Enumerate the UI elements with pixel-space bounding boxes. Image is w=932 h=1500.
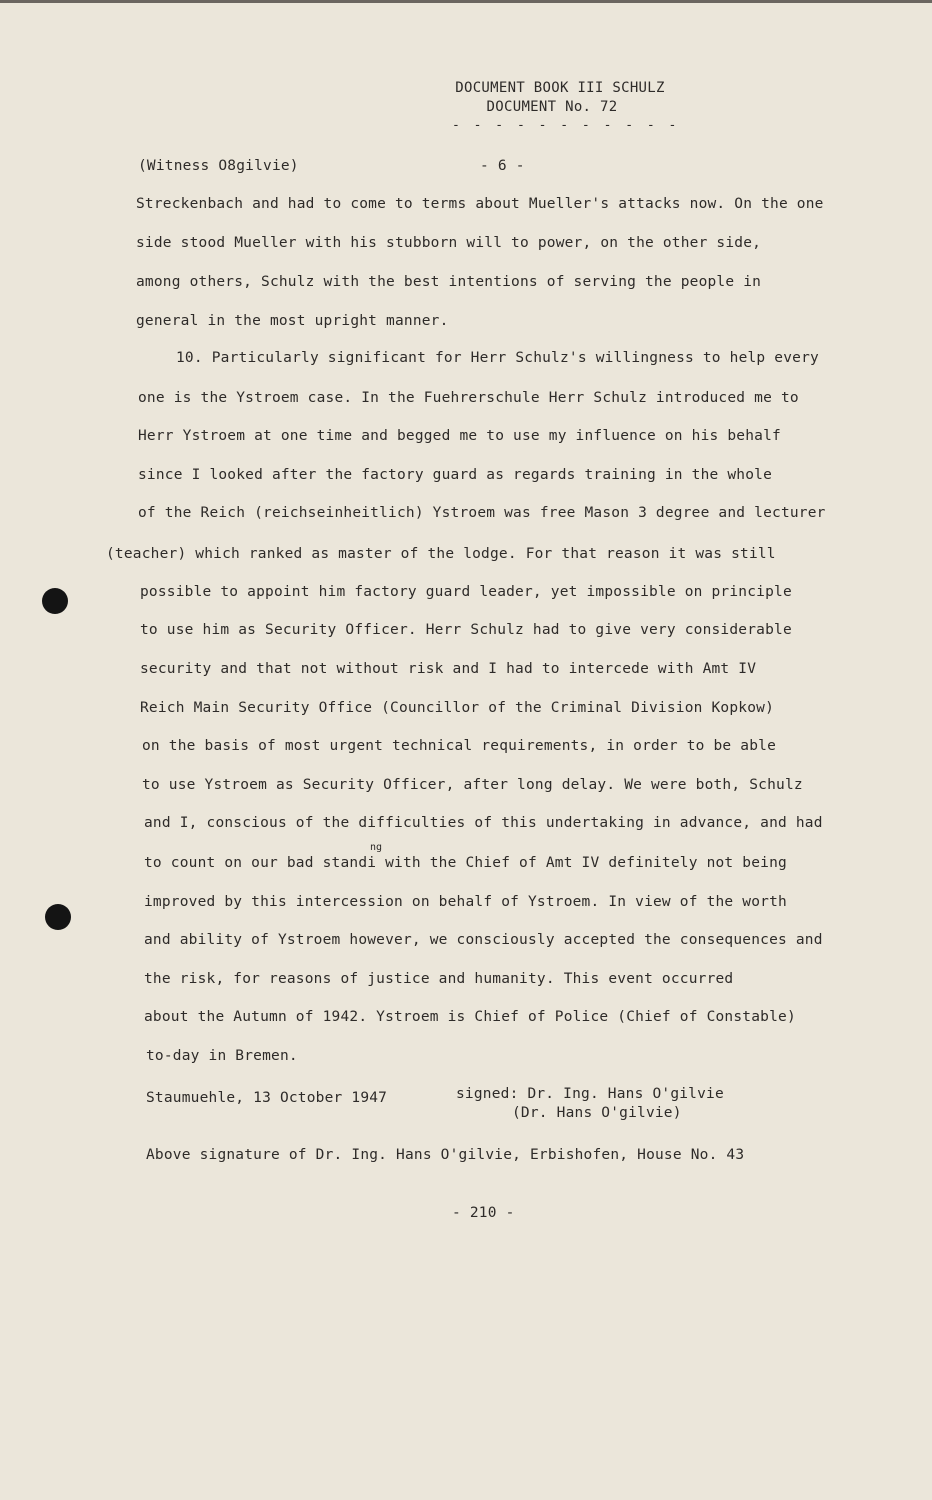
body-line: to use him as Security Officer. Herr Schulz had to give very considerable <box>140 622 792 638</box>
body-line: Streckenbach and had to come to terms about Mueller's attacks now. On the one <box>136 196 824 212</box>
body-line: possible to appoint him factory guard leader, yet impossible on principle <box>140 584 792 600</box>
document-number: DOCUMENT No. 72 <box>486 99 618 115</box>
body-line: on the basis of most urgent technical requirements, in order to be able <box>142 738 777 754</box>
page-number: - 210 - <box>452 1205 515 1221</box>
document-book-header: DOCUMENT BOOK III SCHULZ <box>455 80 665 96</box>
body-line: Reich Main Security Office (Councillor of the Criminal Division Kopkow) <box>140 700 775 716</box>
punch-hole-lower <box>45 904 71 930</box>
witness-label: (Witness O8gilvie) <box>138 158 299 174</box>
body-line: to count on our bad standi with the Chief of Amt IV definitely not being <box>144 855 787 871</box>
body-line: about the Autumn of 1942. Ystroem is Chief of Police (Chief of Constable) <box>144 1009 796 1025</box>
body-line: improved by this intercession on behalf of Ystroem. In view of the worth <box>144 894 787 910</box>
page-marker: - 6 - <box>480 158 525 174</box>
body-line: general in the most upright manner. <box>136 313 449 329</box>
signature-name: (Dr. Hans O'gilvie) <box>512 1105 682 1121</box>
signature-attestation: Above signature of Dr. Ing. Hans O'gilvie, Erbishofen, House No. 43 <box>146 1147 745 1163</box>
place-date: Staumuehle, 13 October 1947 <box>146 1090 388 1106</box>
body-line: among others, Schulz with the best intentions of serving the people in <box>136 274 762 290</box>
header-dashed-rule: - - - - - - - - - - - <box>452 118 680 133</box>
body-line: since I looked after the factory guard as regards training in the whole <box>138 467 773 483</box>
body-line: to-day in Bremen. <box>146 1048 298 1064</box>
body-line: (teacher) which ranked as master of the lodge. For that reason it was still <box>106 546 776 562</box>
punch-hole-upper <box>42 588 68 614</box>
body-line: and I, conscious of the difficulties of this undertaking in advance, and had <box>144 815 823 831</box>
body-line: and ability of Ystroem however, we consciously accepted the consequences and <box>144 932 823 948</box>
body-line: side stood Mueller with his stubborn will to power, on the other side, <box>136 235 762 251</box>
body-line: Herr Ystroem at one time and begged me to use my influence on his behalf <box>138 428 781 444</box>
body-line: security and that not without risk and I had to intercede with Amt IV <box>140 661 757 677</box>
body-line: 10. Particularly significant for Herr Schulz's willingness to help every <box>176 350 819 366</box>
body-line: to use Ystroem as Security Officer, after long delay. We were both, Schulz <box>142 777 803 793</box>
body-line: one is the Ystroem case. In the Fuehrerschule Herr Schulz introduced me to <box>138 390 799 406</box>
body-line: the risk, for reasons of justice and humanity. This event occurred <box>144 971 734 987</box>
body-line: of the Reich (reichseinheitlich) Ystroem was free Mason 3 degree and lecturer <box>138 505 826 521</box>
handwritten-insert: ng <box>370 842 383 853</box>
top-edge-shadow <box>0 0 932 3</box>
signature-line: signed: Dr. Ing. Hans O'gilvie <box>456 1086 724 1102</box>
